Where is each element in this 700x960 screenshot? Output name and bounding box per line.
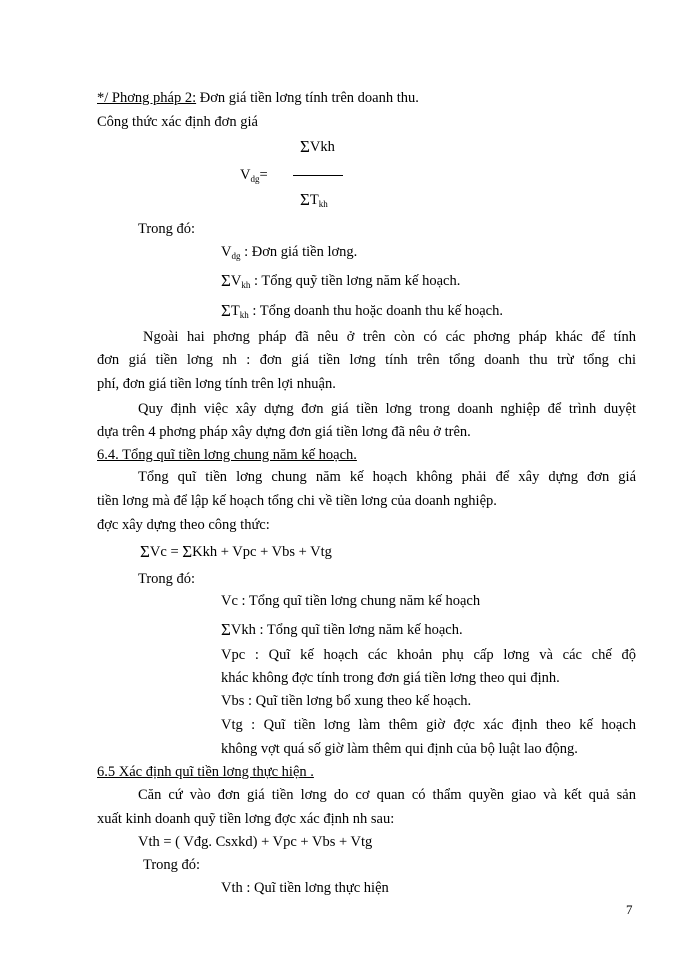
where-label: Trong đó:: [138, 221, 196, 237]
section-6-4-para1-line2: tiền lơng mà để lập kế hoạch tổng chi về tiền lơng của doanh nghiệp.: [97, 493, 497, 509]
denominator-var: T: [309, 192, 319, 208]
def-vtg-line2: không vợt quá số giờ làm thêm qui định của bộ luật lao động.: [221, 741, 578, 757]
para-rule-line2: dựa trên 4 phơng pháp xây dựng đơn giá tiền lơng đã nêu ở trên.: [97, 424, 471, 440]
sigma-symbol: Σ: [221, 301, 231, 320]
fraction-bar: [293, 175, 343, 176]
denominator-sub: kh: [318, 199, 328, 209]
lhs-var: V: [240, 167, 251, 183]
def-vdg-sub: dg: [231, 251, 241, 261]
sigma-symbol: Σ: [300, 190, 310, 209]
def-vkh-text: : Tổng quỹ tiền lơng năm kế hoạch.: [250, 273, 461, 289]
sigma-symbol: Σ: [300, 137, 310, 156]
lhs-eq: =: [259, 167, 268, 183]
sigma-symbol: Σ: [140, 542, 150, 561]
para-other-line3: phí, đơn giá tiền lơng tính trên lợi nhuận.: [97, 376, 336, 392]
def-vpc-line2: khác không đợc tính trong đơn giá tiền lơng theo qui định.: [221, 670, 560, 686]
def-tkh-sub: kh: [239, 310, 249, 320]
def-vdg: [221, 243, 357, 262]
def-vkh-total: [221, 620, 463, 639]
method2-heading-rest: Đơn giá tiền lơng tính trên doanh thu.: [196, 90, 419, 106]
sigma-symbol: Σ: [182, 542, 193, 561]
def-vc: Vc : Tổng quĩ tiền lơng chung năm kế hoạch: [221, 593, 481, 609]
section-6-5-heading: 6.5 Xác định quĩ tiền lơng thực hiện .: [97, 764, 314, 780]
section-6-4-formula: [140, 542, 332, 561]
def-vpc-line1: Vpc : Quĩ kế hoạch các khoản phụ cấp lơng và các chế độ: [221, 647, 636, 663]
sigma-symbol: Σ: [221, 271, 231, 290]
def-vkh: [221, 271, 460, 291]
para-rule-line1: Quy định việc xây dựng đơn giá tiền lơng trong doanh nghiệp để trình duyệt: [138, 401, 636, 417]
def-tkh-var: T: [230, 303, 240, 319]
page-number: 7: [626, 902, 633, 917]
def-tkh-text: : Tổng doanh thu hoặc doanh thu kế hoạch.: [248, 303, 503, 319]
sigma-symbol: Σ: [221, 620, 231, 639]
def-vbs: Vbs : Quĩ tiền lơng bổ xung theo kế hoạch.: [221, 693, 472, 709]
formula-part1: Vc =: [149, 544, 183, 560]
section-6-4-heading: 6.4. Tổng quĩ tiền lơng chung năm kế hoạch.: [97, 447, 357, 463]
method2-heading: */ Phơng pháp 2:: [97, 90, 197, 106]
where-label: Trong đó:: [143, 857, 201, 873]
section-6-4-para2: đợc xây dựng theo công thức:: [97, 517, 270, 533]
method2-heading-line: [97, 89, 419, 107]
def-vdg-text: : Đơn giá tiền lơng.: [240, 244, 358, 260]
def-vkh-sub: kh: [241, 280, 251, 290]
formula-numerator: [300, 137, 335, 156]
numerator-var: Vkh: [309, 139, 335, 155]
para-other-line1: Ngoài hai phơng pháp đã nêu ở trên còn có các phơng pháp khác để tính: [143, 329, 636, 345]
def-vth: Vth : Quĩ tiền lơng thực hiện: [221, 880, 389, 896]
def-tkh: [221, 301, 503, 321]
section-6-5-para1-line1: Căn cứ vào đơn giá tiền lơng do cơ quan có thẩm quyền giao và kết quả sản: [138, 787, 636, 803]
def-vdg-var: V: [221, 244, 232, 260]
section-6-5-para1-line2: xuất kinh doanh quỹ tiền lơng đợc xác định nh sau:: [97, 811, 395, 827]
where-label: Trong đó:: [138, 571, 196, 587]
lhs-sub: dg: [250, 174, 260, 184]
formula-lhs: [240, 166, 268, 185]
formula-part2: Kkh + Vpc + Vbs + Vtg: [192, 544, 332, 560]
formula-denominator: [300, 190, 328, 210]
section-6-4-para1-line1: Tổng quĩ tiền lơng chung năm kế hoạch không phải để xây dựng đơn giá: [138, 469, 636, 485]
formula-intro: Công thức xác định đơn giá: [97, 114, 258, 130]
def-vtg-line1: Vtg : Quĩ tiền lơng làm thêm giờ đợc xác định theo kế hoạch: [221, 717, 636, 733]
def-vkh-var: V: [230, 273, 242, 289]
para-other-line2: đơn giá tiền lơng nh : đơn giá tiền lơng tính trên tổng doanh thu trừ tổng chi: [97, 352, 636, 368]
def-vkh-total-text: Vkh : Tổng quĩ tiền lơng năm kế hoạch.: [230, 622, 463, 638]
section-6-5-formula: Vth = ( Vđg. Csxkd) + Vpc + Vbs + Vtg: [138, 834, 373, 850]
